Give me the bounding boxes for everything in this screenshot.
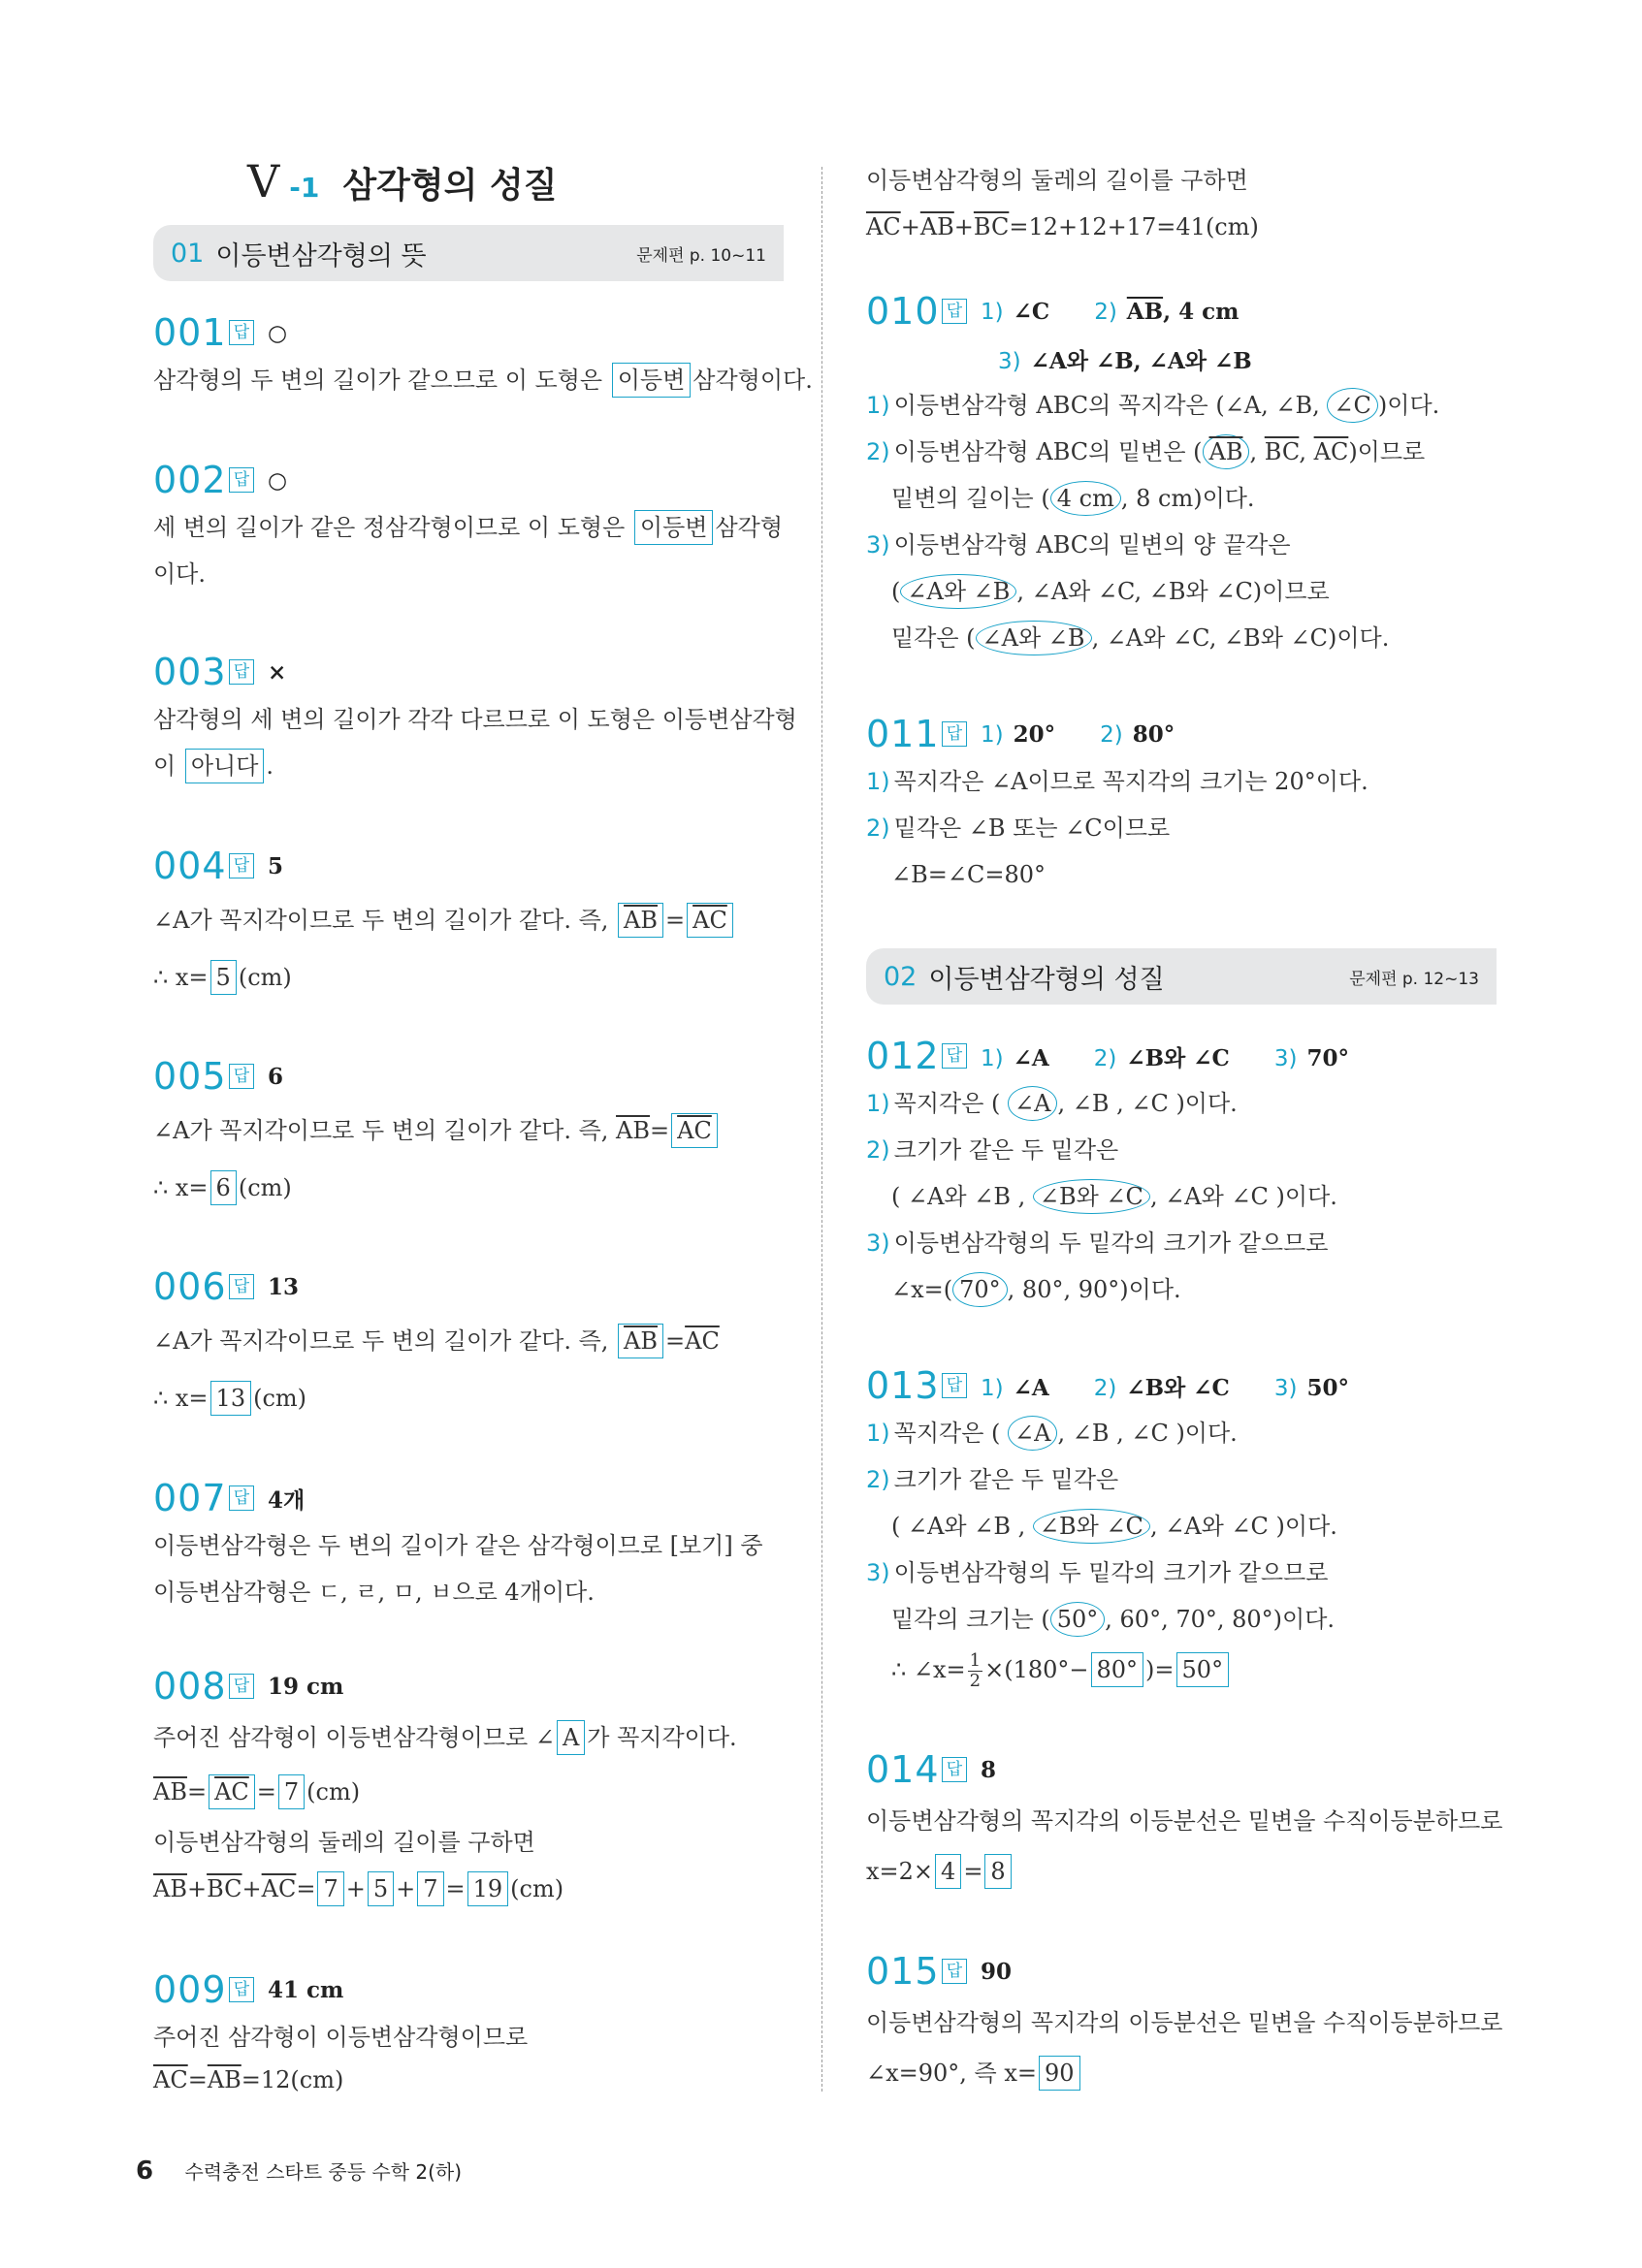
solution-line: ( ∠A와 ∠B , ∠B와 ∠C , ∠A와 ∠C )이다. [866, 1503, 1349, 1549]
problem-number: 014 [866, 1748, 940, 1791]
answer: 90 [981, 1958, 1013, 1985]
solution-line: 세 변의 길이가 같은 정삼각형이므로 이 도형은 이등변 삼각형 [153, 504, 783, 551]
answer: 1) ∠C 2) $\overline{AB}$, 4 cm [981, 298, 1240, 325]
solution-line: 삼각형의 두 변의 길이가 같으므로 이 도형은 이등변 삼각형이다. [153, 357, 813, 403]
book-title: 수력충전 스타트 중등 수학 2(하) [184, 2160, 463, 2184]
problem-number: 015 [866, 1950, 940, 1993]
section-name: 이등변삼각형의 뜻 [215, 240, 427, 272]
answer-badge: 답 [942, 1043, 967, 1069]
problem-010 [866, 287, 1439, 661]
answer: ○ [268, 319, 288, 346]
solution-line: 이등변삼각형의 꼭지각의 이등분선은 밑변을 수직이등분하므로 [866, 2009, 1503, 2036]
problem-007 [153, 1474, 763, 1615]
problem-012 [866, 1032, 1349, 1313]
answer: 13 [268, 1273, 300, 1300]
answer-badge: 답 [229, 320, 254, 345]
problem-014 [866, 1745, 1502, 1895]
problem-003 [153, 648, 797, 789]
page-number: 6 [136, 2156, 154, 2186]
answer-badge: 답 [229, 1274, 254, 1299]
solution-line: 3) 이등변삼각형의 두 밑각의 크기가 같으므로 [866, 1230, 1329, 1257]
answer-badge: 답 [942, 1373, 967, 1398]
solution-line: ∠A가 꼭지각이므로 두 변의 길이가 같다. 즉, $\overline{AB}= \overline{AC}$ [153, 1101, 720, 1161]
problem-005 [153, 1052, 720, 1215]
solution-line: ∴ x= 6 (cm) [153, 1161, 720, 1215]
answer: ○ [268, 466, 288, 494]
problem-009-continued [866, 157, 1259, 250]
answer-badge: 답 [942, 721, 967, 747]
solution-line: 1) 꼭지각은 ( ∠A , ∠B , ∠C )이다. [866, 1410, 1349, 1456]
problem-number: 013 [866, 1364, 940, 1407]
solution-line: ∠x=90°, 즉 x= 90 [866, 2050, 1502, 2096]
solution-line: 이등변삼각형은 ㄷ, ㄹ, ㅁ, ㅂ으로 4개이다. [153, 1579, 595, 1606]
answer-badge: 답 [229, 853, 254, 878]
problem-number: 011 [866, 713, 940, 755]
solution-line: ( ∠A와 ∠B , ∠B와 ∠C , ∠A와 ∠C )이다. [866, 1173, 1349, 1220]
answer: 1) ∠A 2) ∠B와 ∠C 3) 50° [981, 1374, 1349, 1401]
page-footer [136, 2156, 462, 2186]
answer: 4개 [268, 1486, 306, 1514]
solution-line: 3) 이등변삼각형 ABC의 밑변의 양 끝각은 [866, 531, 1291, 559]
problem-008 [153, 1662, 737, 1912]
solution-line: ∴ x= 13 (cm) [153, 1371, 720, 1425]
answer-badge: 답 [942, 299, 967, 324]
chapter-sub: -1 [289, 172, 320, 204]
solution-line: $\overline{AC}+\overline{AB}+\overline{BC}=12+12+17=41(cm)$ [866, 213, 1259, 240]
problem-number: 005 [153, 1055, 227, 1098]
solution-line: ∠x=( 70° , 80°, 90°)이다. [866, 1266, 1349, 1313]
problem-number: 004 [153, 845, 227, 887]
problem-009 [153, 1965, 528, 2099]
answer: 19 cm [268, 1673, 344, 1700]
answer-badge: 답 [942, 1959, 967, 1984]
answer: 5 [268, 852, 284, 879]
problem-number: 006 [153, 1265, 227, 1308]
answer: 1) ∠A 2) ∠B와 ∠C 3) 70° [981, 1044, 1349, 1071]
answer-badge: 답 [229, 1064, 254, 1089]
chapter-name: 삼각형의 성질 [342, 166, 558, 206]
answer-badge: 답 [229, 1977, 254, 2002]
answer: 8 [981, 1756, 997, 1783]
solution-line: 2) 크기가 같은 두 밑각은 [866, 1136, 1119, 1164]
fraction: $\frac{1}{2}$ [969, 1650, 982, 1691]
solution-line: 3) 이등변삼각형의 두 밑각의 크기가 같으므로 [866, 1559, 1329, 1586]
section-ref: 문제편 p. 12~13 [1349, 969, 1479, 989]
solution-line: 밑각은 ( ∠A와 ∠B , ∠A와 ∠C, ∠B와 ∠C)이다. [866, 615, 1439, 661]
answer: × [268, 658, 287, 686]
section-ref: 문제편 p. 10~11 [636, 245, 766, 266]
solution-line: ( ∠A와 ∠B , ∠A와 ∠C, ∠B와 ∠C)이므로 [866, 568, 1439, 615]
solution-line: 2) 크기가 같은 두 밑각은 [866, 1466, 1119, 1493]
column-divider [821, 167, 822, 2092]
problem-001 [153, 308, 813, 403]
solution-line: 주어진 삼각형이 이등변삼각형이므로 ∠ A 가 꼭지각이다. [153, 1710, 737, 1765]
section-number: 01 [171, 238, 205, 269]
answer-badge: 답 [229, 659, 254, 685]
answer-badge: 답 [229, 1674, 254, 1699]
problem-013 [866, 1361, 1349, 1697]
chapter-title [247, 155, 558, 208]
problem-004 [153, 842, 735, 1005]
solution-line: ∠B=∠C=80° [891, 861, 1046, 888]
section-name: 이등변삼각형의 성질 [928, 964, 1165, 995]
solution-line: $\overline{AC}=\overline{AB}=12(cm)$ [153, 2066, 344, 2093]
problem-number: 008 [153, 1665, 227, 1708]
solution-line: 이 아니다 . [153, 743, 797, 789]
problem-002 [153, 456, 783, 597]
solution-line: 이등변삼각형의 꼭지각의 이등분선은 밑변을 수직이등분하므로 [866, 1807, 1503, 1835]
section-bar-02 [866, 948, 1497, 1005]
answer: 41 cm [268, 1976, 344, 2003]
section-bar-01 [153, 225, 784, 281]
solution-line: 밑변의 길이는 ( 4 cm , 8 cm)이다. [866, 475, 1439, 522]
solution-line: 이등변삼각형은 두 변의 길이가 같은 삼각형이므로 [보기] 중 [153, 1532, 763, 1559]
solution-line: 1) 이등변삼각형 ABC의 꼭지각은 (∠A, ∠B, ∠C )이다. [866, 382, 1439, 429]
answer: 3) ∠A와 ∠B, ∠A와 ∠B [998, 347, 1252, 374]
solution-line: 1) 꼭지각은 ( ∠A , ∠B , ∠C )이다. [866, 1080, 1349, 1127]
solution-line: 2) 이등변삼각형 ABC의 밑변은 ( $\overline{AB}$ , $\overline{BC}$, $\overline{AC}$)이므로 [866, 429, 1439, 475]
solution-line: ∠A가 꼭지각이므로 두 변의 길이가 같다. 즉, $\overline{AB} = \overline{AC}$ [153, 890, 735, 950]
solution-line: ∴ x= 5 (cm) [153, 950, 735, 1005]
problem-015 [866, 1947, 1502, 2096]
section-number: 02 [884, 961, 918, 992]
problem-number: 012 [866, 1035, 940, 1077]
solution-line: ∠A가 꼭지각이므로 두 변의 길이가 같다. 즉, $\overline{AB} =\overline{AC}$ [153, 1311, 720, 1371]
problem-number: 009 [153, 1968, 227, 2011]
problem-number: 002 [153, 459, 227, 501]
solution-line: 1) 꼭지각은 ∠A이므로 꼭지각의 크기는 20°이다. [866, 768, 1368, 795]
problem-011 [866, 710, 1368, 898]
solution-line: 이등변삼각형의 둘레의 길이를 구하면 [866, 167, 1248, 194]
solution-line: 밑각의 크기는 ( 50° , 60°, 70°, 80°)이다. [866, 1596, 1349, 1643]
solution-line: $\overline{AB}= \overline{AC} = 7$ (cm) [153, 1765, 737, 1819]
solution-line: 주어진 삼각형이 이등변삼각형이므로 [153, 2024, 529, 2051]
solution-line: x=2× 4 = 8 [866, 1848, 1502, 1895]
problem-number: 003 [153, 651, 227, 693]
solution-line: 2) 밑각은 ∠B 또는 ∠C이므로 [866, 815, 1171, 842]
chapter-roman: V [247, 155, 280, 208]
problem-number: 007 [153, 1477, 227, 1519]
answer: 6 [268, 1063, 284, 1090]
answer-badge: 답 [229, 1485, 254, 1511]
answer-badge: 답 [229, 467, 254, 493]
problem-number: 001 [153, 311, 227, 354]
solution-line: 이등변삼각형의 둘레의 길이를 구하면 [153, 1829, 535, 1856]
solution-line: $\overline{AB}+\overline{BC}+\overline{AC}= 7 + 5 + 7 = 19$ (cm) [153, 1866, 737, 1912]
solution-line: 이다. [153, 560, 206, 588]
answer: 1) 20° 2) 80° [981, 720, 1175, 748]
problem-number: 010 [866, 290, 940, 333]
answer-badge: 답 [942, 1757, 967, 1782]
problem-006 [153, 1262, 720, 1425]
solution-line: ∴ ∠x= $\frac{1}{2}$ ×(180°− 80° )= 50° [866, 1643, 1349, 1697]
solution-line: 삼각형의 세 변의 길이가 각각 다르므로 이 도형은 이등변삼각형 [153, 706, 797, 733]
